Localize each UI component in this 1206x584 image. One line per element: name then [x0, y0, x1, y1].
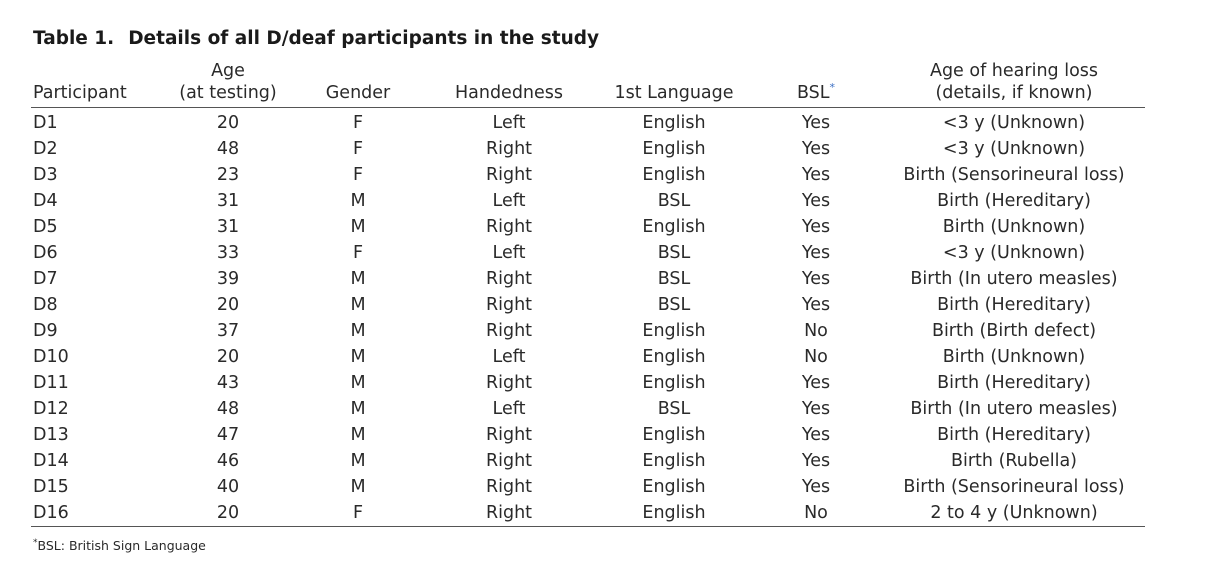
cell-hearing-loss: Birth (Hereditary) [937, 425, 1091, 445]
table-row [31, 370, 1145, 396]
table-row [31, 240, 1145, 266]
cell-bsl: Yes [801, 217, 831, 237]
cell-participant: D6 [33, 243, 58, 263]
cell-participant: D7 [33, 269, 58, 289]
cell-age: 47 [216, 425, 240, 445]
cell-participant: D11 [33, 373, 69, 393]
cell-age: 20 [216, 347, 240, 367]
cell-participant: D15 [33, 477, 69, 497]
cell-handedness: Right [485, 477, 533, 497]
cell-bsl: Yes [801, 243, 831, 263]
cell-age: 48 [216, 399, 240, 419]
cell-language: English [642, 139, 706, 159]
cell-age: 20 [216, 295, 240, 315]
cell-language: BSL [657, 191, 691, 211]
cell-handedness: Right [485, 373, 533, 393]
cell-hearing-loss: Birth (In utero measles) [910, 269, 1118, 289]
cell-language: English [642, 321, 706, 341]
cell-gender: M [350, 477, 366, 497]
header-bsl: BSL* [749, 60, 883, 108]
cell-hearing-loss: <3 y (Unknown) [942, 113, 1086, 133]
table-caption [33, 28, 599, 49]
cell-handedness: Left [492, 347, 526, 367]
header-language: 1st Language [599, 60, 749, 108]
header-hearing-line1: Age of hearing loss [929, 61, 1099, 81]
cell-bsl: Yes [801, 425, 831, 445]
cell-gender: F [297, 500, 419, 527]
cell-bsl: Yes [801, 139, 831, 159]
participants-table [31, 60, 1145, 527]
cell-bsl: No [804, 321, 828, 341]
cell-bsl: Yes [801, 399, 831, 419]
table-body [31, 108, 1145, 527]
cell-participant: D10 [33, 347, 69, 367]
cell-handedness: Right [485, 295, 533, 315]
header-participant: Participant [31, 60, 159, 108]
cell-language: BSL [657, 243, 691, 263]
cell-hearing-loss: Birth (Sensorineural loss) [903, 477, 1125, 497]
cell-handedness: Right [485, 269, 533, 289]
cell-participant: D12 [33, 399, 69, 419]
cell-handedness: Right [485, 165, 533, 185]
footnote-marker: * [33, 537, 38, 548]
cell-age: 31 [216, 191, 240, 211]
cell-language: BSL [657, 399, 691, 419]
table-row [31, 448, 1145, 474]
table-title: Details of all D/deaf participants in the study [128, 28, 600, 49]
header-row [31, 60, 1145, 108]
cell-hearing-loss: Birth (Unknown) [942, 217, 1086, 237]
cell-bsl: Yes [801, 269, 831, 289]
cell-hearing-loss: 2 to 4 y (Unknown) [883, 500, 1145, 527]
cell-hearing-loss: Birth (In utero measles) [910, 399, 1118, 419]
table-row [31, 344, 1145, 370]
table-row [31, 266, 1145, 292]
cell-participant: D9 [33, 321, 58, 341]
cell-gender: M [350, 269, 366, 289]
cell-gender: M [350, 451, 366, 471]
cell-gender: F [352, 243, 364, 263]
cell-participant: D14 [33, 451, 69, 471]
cell-language: English [642, 477, 706, 497]
cell-handedness: Right [485, 321, 533, 341]
cell-gender: M [350, 399, 366, 419]
cell-age: 33 [216, 243, 240, 263]
header-age-line1: Age [211, 61, 245, 81]
cell-language: English [642, 347, 706, 367]
cell-handedness: Right [419, 500, 599, 527]
header-handedness: Handedness [419, 60, 599, 108]
cell-gender: F [352, 165, 364, 185]
table-row [31, 396, 1145, 422]
bsl-footnote-marker: * [829, 81, 836, 95]
header-hearing-loss [883, 60, 1145, 108]
cell-gender: F [352, 139, 364, 159]
table-row [31, 422, 1145, 448]
cell-age: 40 [216, 477, 240, 497]
cell-participant: D4 [33, 191, 58, 211]
cell-handedness: Left [492, 113, 526, 133]
cell-hearing-loss: Birth (Hereditary) [937, 295, 1091, 315]
cell-participant: D2 [33, 139, 58, 159]
cell-bsl: Yes [801, 295, 831, 315]
cell-gender: M [350, 373, 366, 393]
cell-age: 37 [216, 321, 240, 341]
cell-bsl: Yes [801, 165, 831, 185]
cell-age: 39 [216, 269, 240, 289]
cell-gender: M [350, 217, 366, 237]
table-row [31, 188, 1145, 214]
table-row [31, 108, 1145, 137]
table-row [31, 162, 1145, 188]
cell-participant: D8 [33, 295, 58, 315]
table-row [31, 136, 1145, 162]
cell-gender: M [350, 347, 366, 367]
cell-hearing-loss: Birth (Hereditary) [937, 191, 1091, 211]
cell-bsl: Yes [801, 191, 831, 211]
header-age-line2: (at testing) [179, 83, 277, 103]
header-age [159, 60, 297, 108]
cell-hearing-loss: <3 y (Unknown) [942, 139, 1086, 159]
cell-participant: D16 [31, 500, 159, 527]
cell-age: 23 [216, 165, 240, 185]
cell-bsl: No [804, 347, 828, 367]
cell-age: 46 [216, 451, 240, 471]
table-row [31, 474, 1145, 500]
cell-gender: M [350, 425, 366, 445]
header-hearing-line2: (details, if known) [935, 83, 1093, 103]
cell-hearing-loss: Birth (Rubella) [950, 451, 1078, 471]
cell-gender: F [352, 113, 364, 133]
table-row [31, 214, 1145, 240]
cell-hearing-loss: Birth (Sensorineural loss) [903, 165, 1125, 185]
cell-hearing-loss: <3 y (Unknown) [942, 243, 1086, 263]
cell-age: 43 [216, 373, 240, 393]
cell-age: 20 [216, 113, 240, 133]
table-row [31, 318, 1145, 344]
cell-age: 31 [216, 217, 240, 237]
header-gender: Gender [297, 60, 419, 108]
cell-language: BSL [657, 295, 691, 315]
cell-handedness: Left [492, 399, 526, 419]
cell-handedness: Left [492, 243, 526, 263]
cell-handedness: Right [485, 425, 533, 445]
cell-gender: M [350, 321, 366, 341]
table-number: Table 1. [33, 28, 115, 49]
cell-gender: M [350, 191, 366, 211]
cell-hearing-loss: Birth (Birth defect) [931, 321, 1097, 341]
table-row [31, 500, 1145, 527]
cell-participant: D5 [33, 217, 58, 237]
cell-bsl: Yes [801, 477, 831, 497]
cell-language: English [642, 451, 706, 471]
cell-participant: D13 [33, 425, 69, 445]
cell-hearing-loss: Birth (Unknown) [942, 347, 1086, 367]
cell-gender: M [350, 295, 366, 315]
cell-language: BSL [657, 269, 691, 289]
cell-language: English [599, 500, 749, 527]
cell-hearing-loss: Birth (Hereditary) [937, 373, 1091, 393]
cell-language: English [642, 217, 706, 237]
cell-handedness: Right [485, 139, 533, 159]
cell-bsl: Yes [801, 113, 831, 133]
cell-language: English [642, 165, 706, 185]
cell-language: English [642, 373, 706, 393]
cell-bsl: Yes [801, 373, 831, 393]
cell-participant: D1 [33, 113, 58, 133]
cell-language: English [642, 425, 706, 445]
cell-handedness: Right [485, 451, 533, 471]
footnote-text: BSL: British Sign Language [37, 538, 206, 553]
cell-age: 48 [216, 139, 240, 159]
cell-bsl: Yes [801, 451, 831, 471]
cell-handedness: Left [492, 191, 526, 211]
cell-participant: D3 [33, 165, 58, 185]
table-row [31, 292, 1145, 318]
table-footnote [33, 538, 206, 553]
cell-bsl: No [749, 500, 883, 527]
cell-handedness: Right [485, 217, 533, 237]
table-header [31, 60, 1145, 108]
cell-age: 20 [159, 500, 297, 527]
cell-language: English [642, 113, 706, 133]
